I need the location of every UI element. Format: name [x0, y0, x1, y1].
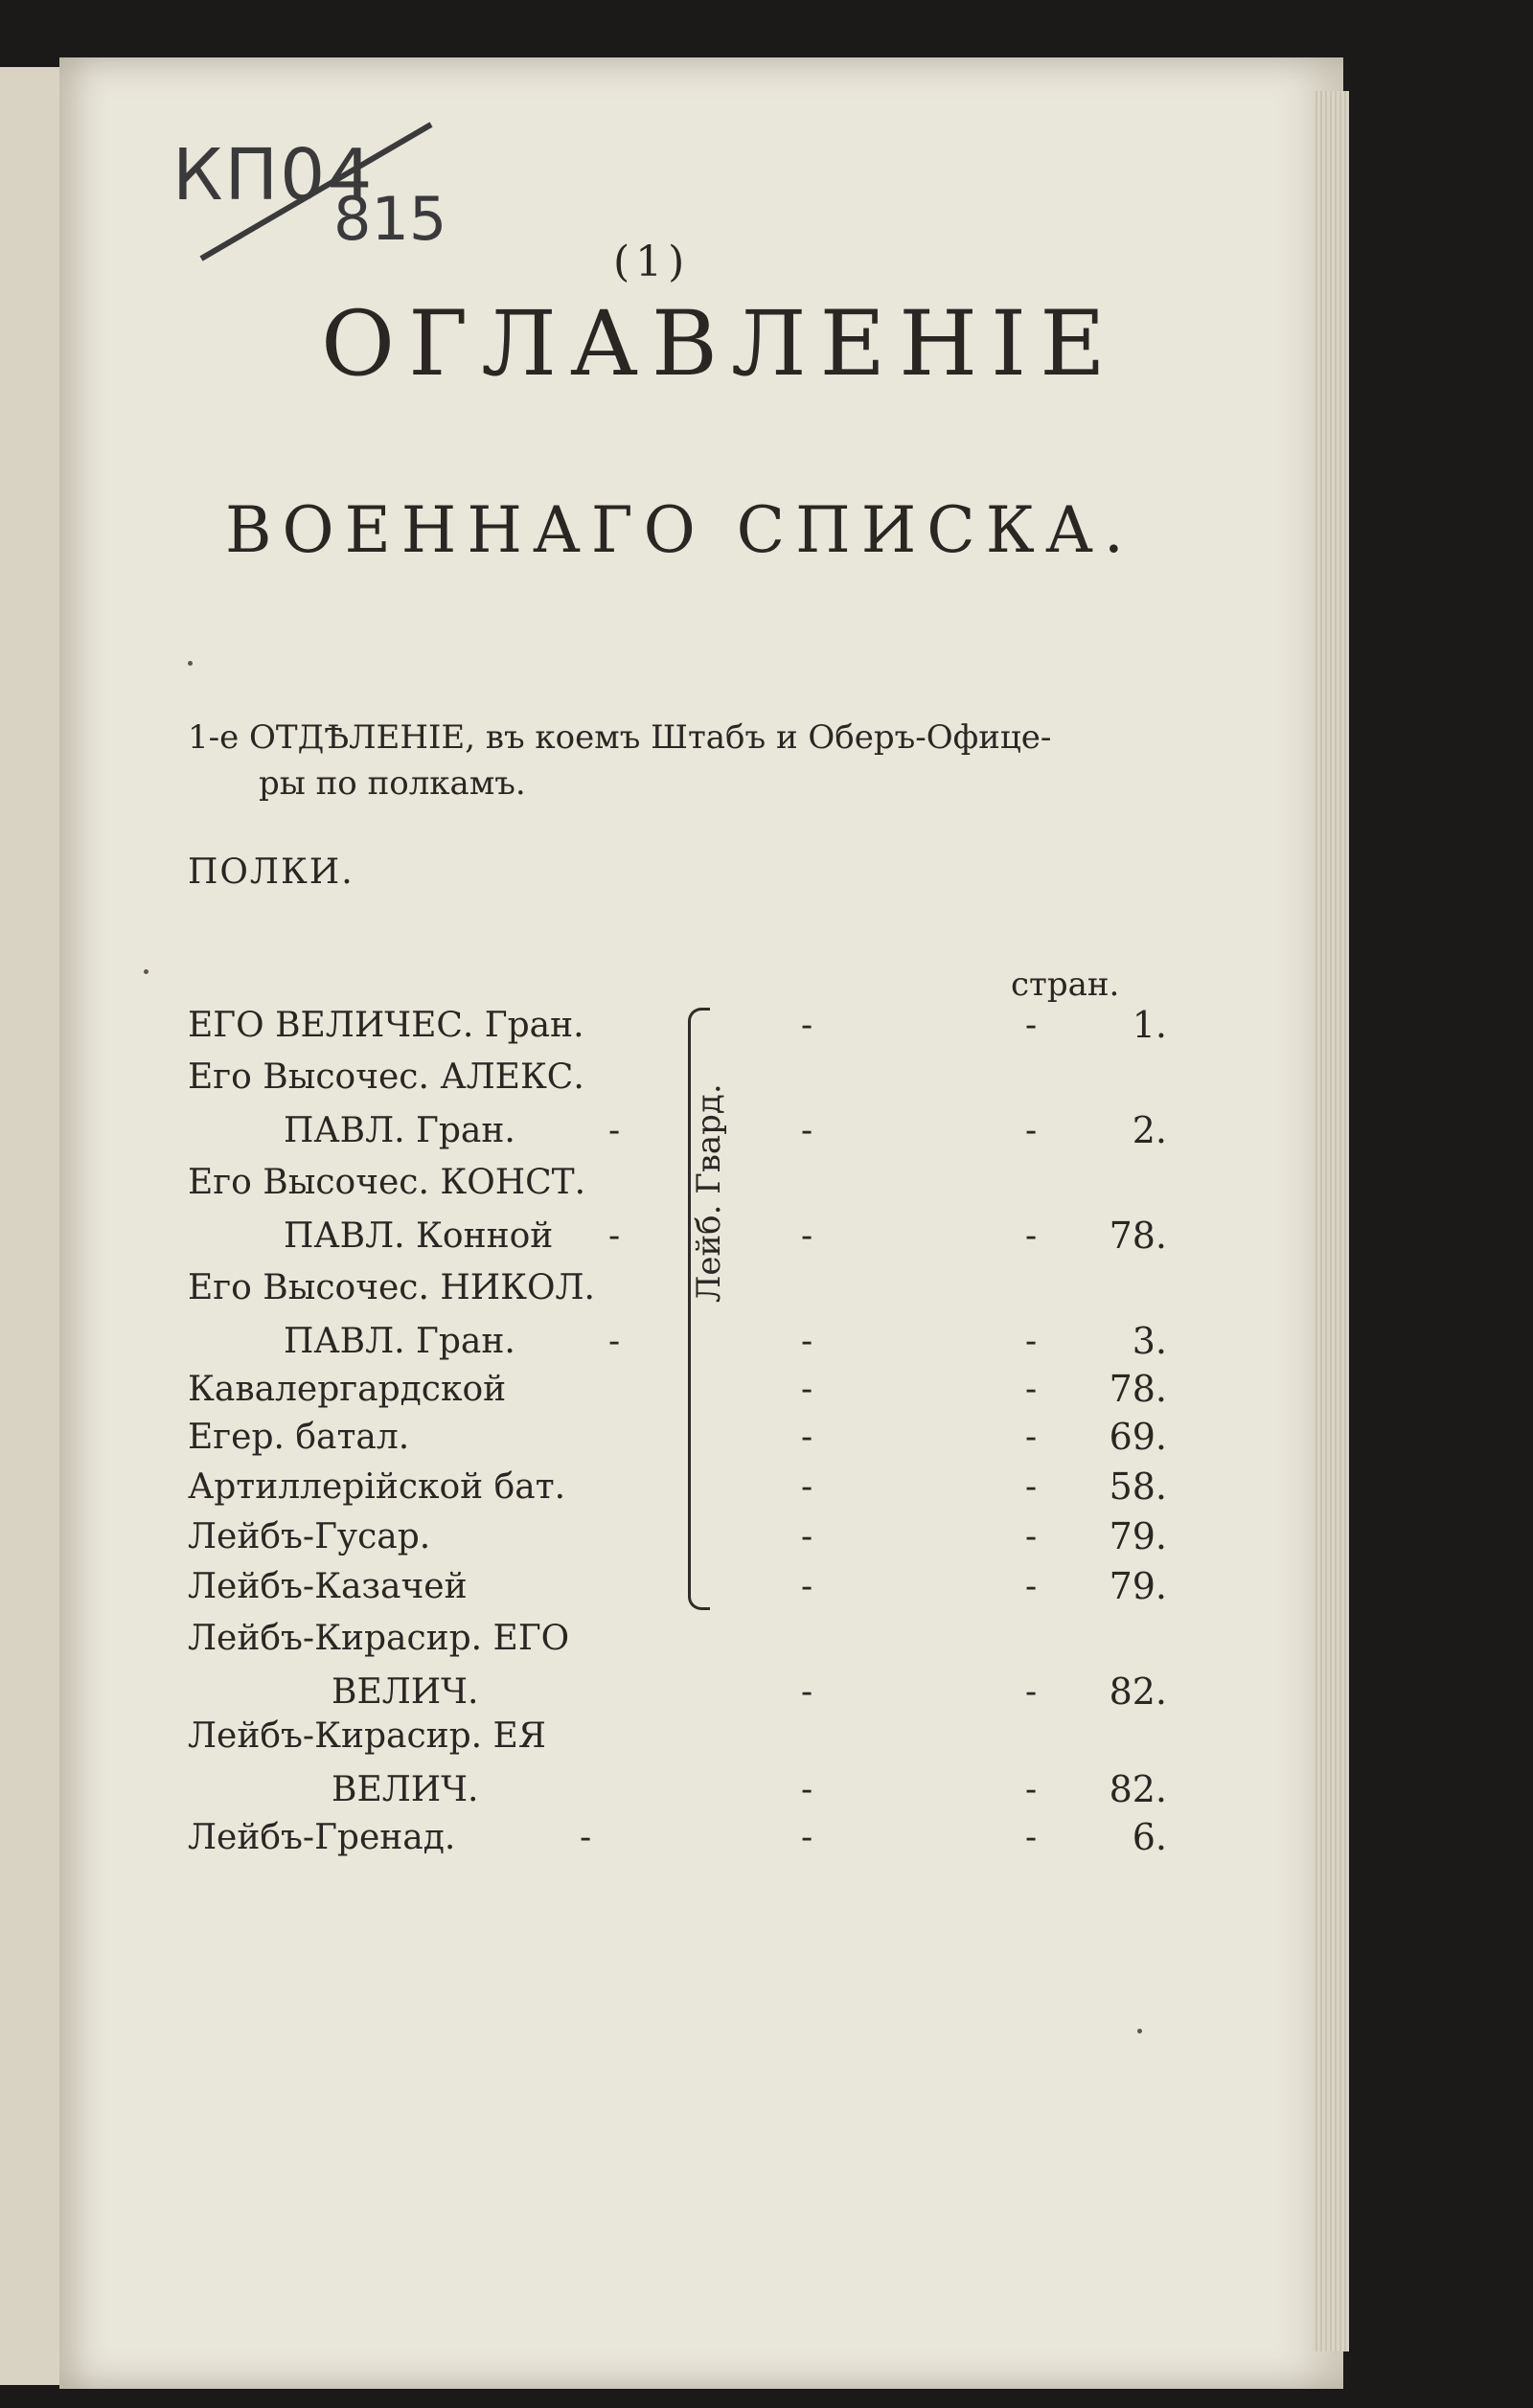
leader-dash: -: [801, 1672, 813, 1712]
page-column-heading: стран.: [1011, 965, 1120, 1004]
toc-page-number: 3.: [1132, 1320, 1167, 1362]
toc-page-number: 79.: [1109, 1515, 1167, 1557]
section-heading-line2: ры по полкамъ.: [259, 764, 526, 803]
toc-page-number: 1.: [1132, 1004, 1167, 1046]
toc-entry-name: Артиллерiйской бат.: [188, 1467, 566, 1507]
toc-page-number: 69.: [1109, 1416, 1167, 1458]
leader-dash: -: [801, 1818, 813, 1857]
ink-speck: [144, 969, 149, 974]
handwritten-shelfmark: КП04: [172, 134, 375, 216]
leader-dash: -: [801, 1517, 813, 1556]
toc-entry-name: Егер. батал.: [188, 1418, 410, 1457]
leader-dash: -: [801, 1111, 813, 1150]
leader-dash: -: [801, 1322, 813, 1361]
regiments-heading: ПОЛКИ.: [188, 852, 355, 892]
leader-dash: -: [801, 1370, 813, 1409]
section-heading-line1: 1-е ОТДѢЛЕНIЕ, въ коемъ Штабъ и Оберъ-Офице-: [188, 718, 1052, 757]
page-title: ОГЛАВЛЕНIЕ: [321, 292, 1119, 397]
strike-through-mark: [192, 115, 441, 278]
toc-page-number: 78.: [1109, 1215, 1167, 1257]
leader-dash: -: [1025, 1418, 1038, 1457]
leader-dash: -: [1025, 1370, 1038, 1409]
leader-dash: -: [801, 1418, 813, 1457]
toc-page-number: 2.: [1132, 1109, 1167, 1151]
toc-page-number: 58.: [1109, 1465, 1167, 1508]
leader-dash: -: [1025, 1111, 1038, 1150]
toc-entry-name: ВЕЛИЧ.: [332, 1672, 479, 1712]
toc-page-number: 6.: [1132, 1816, 1167, 1858]
toc-entry-name: Лейбъ-Кирасир. ЕГО: [188, 1619, 570, 1658]
previous-page-edge: [0, 67, 59, 2385]
toc-entry-name: ЕГО ВЕЛИЧЕС. Гран.: [188, 1006, 584, 1045]
toc-entry-name: ПАВЛ. Конной: [284, 1216, 554, 1256]
leader-dash: -: [1025, 1517, 1038, 1556]
page-subtitle: ВОЕННАГО СПИСКА.: [225, 493, 1134, 567]
leader-dash: -: [1025, 1322, 1038, 1361]
leader-dash: -: [608, 1111, 621, 1150]
toc-page-number: 82.: [1109, 1670, 1167, 1713]
page-number: (1): [613, 238, 691, 286]
leader-dash: -: [801, 1770, 813, 1809]
leader-dash: -: [608, 1216, 621, 1256]
toc-entry-name: ПАВЛ. Гран.: [284, 1111, 515, 1150]
leader-dash: -: [1025, 1818, 1038, 1857]
leader-dash: -: [1025, 1467, 1038, 1507]
toc-page-number: 82.: [1109, 1768, 1167, 1810]
toc-entry-name: Его Высочес. КОНСТ.: [188, 1163, 586, 1202]
handwritten-shelfmark-number: 815: [333, 184, 447, 254]
leader-dash: -: [801, 1567, 813, 1606]
page-stack-edge: [1313, 91, 1349, 2351]
toc-entry-name: ВЕЛИЧ.: [332, 1770, 479, 1809]
toc-page-number: 78.: [1109, 1368, 1167, 1410]
leader-dash: -: [580, 1818, 592, 1857]
leader-dash: -: [1025, 1216, 1038, 1256]
leader-dash: -: [608, 1322, 621, 1361]
toc-entry-name: Лейбъ-Кирасир. ЕЯ: [188, 1716, 546, 1756]
leader-dash: -: [1025, 1770, 1038, 1809]
leader-dash: -: [801, 1467, 813, 1507]
toc-entry-name: Лейбъ-Казачей: [188, 1567, 468, 1606]
leader-dash: -: [801, 1216, 813, 1256]
toc-entry-name: Лейбъ-Гренад.: [188, 1818, 456, 1857]
toc-entry-name: Кавалергардской: [188, 1370, 507, 1409]
leader-dash: -: [1025, 1567, 1038, 1606]
leader-dash: -: [801, 1006, 813, 1045]
toc-entry-name: Лейбъ-Гусар.: [188, 1517, 431, 1556]
toc-page-number: 79.: [1109, 1565, 1167, 1607]
toc-entry-name: Его Высочес. АЛЕКС.: [188, 1057, 584, 1097]
leader-dash: -: [1025, 1672, 1038, 1712]
ink-speck: [1137, 2029, 1142, 2033]
toc-entry-name: ПАВЛ. Гран.: [284, 1322, 515, 1361]
guards-bracket-label: Лейб. Гвард.: [690, 1083, 728, 1303]
leader-dash: -: [1025, 1006, 1038, 1045]
toc-entry-name: Его Высочес. НИКОЛ.: [188, 1268, 596, 1307]
ink-speck: [188, 661, 193, 666]
